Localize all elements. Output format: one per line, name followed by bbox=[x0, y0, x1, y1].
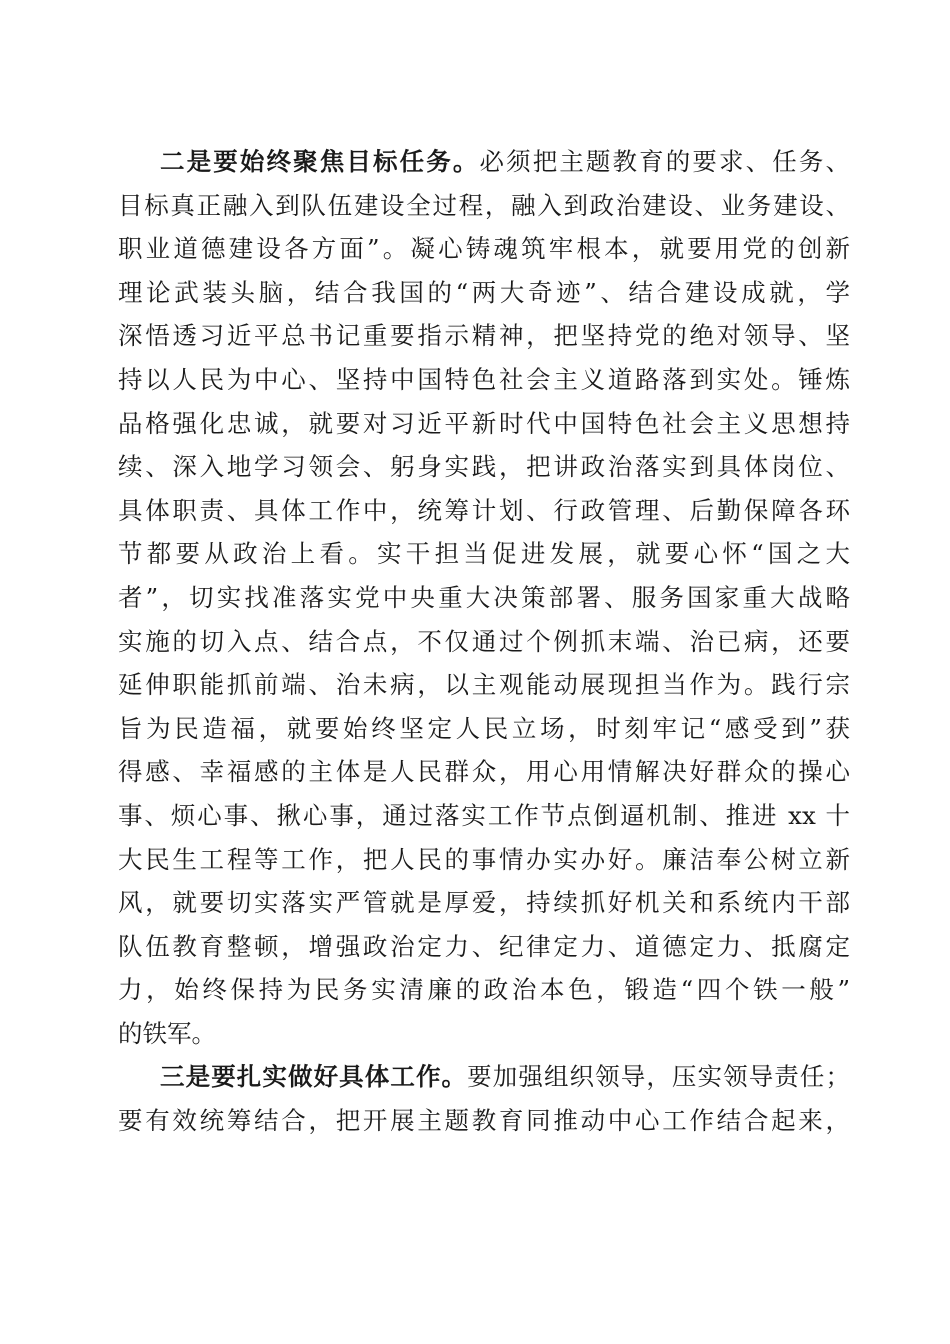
paragraph-line: 目标真正融入到队伍建设全过程，融入到政治建设、业务建设、 bbox=[118, 190, 850, 220]
paragraph-line: 延伸职能抓前端、治未病，以主观能动展现担当作为。践行宗 bbox=[118, 670, 850, 700]
paragraph-line: 深悟透习近平总书记重要指示精神，把坚持党的绝对领导、坚 bbox=[118, 321, 850, 351]
paragraph-3-line-1-text: 要加强组织领导，压实领导责任； bbox=[467, 1062, 851, 1092]
paragraph-line: 理论武装头脑，结合我国的“两大奇迹”、结合建设成就，学 bbox=[118, 277, 850, 307]
paragraph-line: 力，始终保持为民务实清廉的政治本色，锻造“四个铁一般” bbox=[118, 975, 850, 1005]
paragraph-line: 大民生工程等工作，把人民的事情办实办好。廉洁奉公树立新 bbox=[118, 844, 850, 874]
paragraph-line: 队伍教育整顿，增强政治定力、纪律定力、道德定力、抵腐定 bbox=[118, 931, 850, 961]
paragraph-2-line-1-text: 必须把主题教育的要求、任务、 bbox=[479, 147, 851, 176]
document-body bbox=[118, 140, 850, 1143]
paragraph-line: 者”，切实找准落实党中央重大决策部署、服务国家重大战略 bbox=[118, 582, 850, 612]
paragraph-3-lead: 三是要扎实做好具体工作。 bbox=[160, 1062, 468, 1092]
paragraph-3-first-line bbox=[118, 1055, 850, 1099]
paragraph-line: 具体职责、具体工作中，统筹计划、行政管理、后勤保障各环 bbox=[118, 495, 850, 525]
paragraph-2-lead: 二是要始终聚焦目标任务。 bbox=[160, 147, 480, 176]
paragraph-line: 职业道德建设各方面”。凝心铸魂筑牢根本，就要用党的创新 bbox=[118, 234, 850, 264]
paragraph-2-last-line: 的铁军。 bbox=[118, 1018, 216, 1048]
paragraph-line: 事、烦心事、揪心事，通过落实工作节点倒逼机制、推进 xx 十 bbox=[118, 800, 850, 830]
paragraph-line: 要有效统筹结合，把开展主题教育同推动中心工作结合起来， bbox=[118, 1106, 850, 1136]
paragraph-line: 得感、幸福感的主体是人民群众，用心用情解决好群众的操心 bbox=[118, 757, 850, 787]
paragraph-line: 续、深入地学习领会、躬身实践，把讲政治落实到具体岗位、 bbox=[118, 452, 850, 482]
paragraph-line: 品格强化忠诚，就要对习近平新时代中国特色社会主义思想持 bbox=[118, 408, 850, 438]
paragraph-line: 旨为民造福，就要始终坚定人民立场，时刻牢记“感受到”获 bbox=[118, 713, 850, 743]
paragraph-line: 节都要从政治上看。实干担当促进发展，就要心怀“国之大 bbox=[118, 539, 850, 569]
paragraph-line: 持以人民为中心、坚持中国特色社会主义道路落到实处。锤炼 bbox=[118, 364, 850, 394]
paragraph-2-first-line bbox=[118, 140, 850, 184]
paragraph-line: 风，就要切实落实严管就是厚爱，持续抓好机关和系统内干部 bbox=[118, 888, 850, 918]
paragraph-line: 实施的切入点、结合点，不仅通过个例抓末端、治已病，还要 bbox=[118, 626, 850, 656]
